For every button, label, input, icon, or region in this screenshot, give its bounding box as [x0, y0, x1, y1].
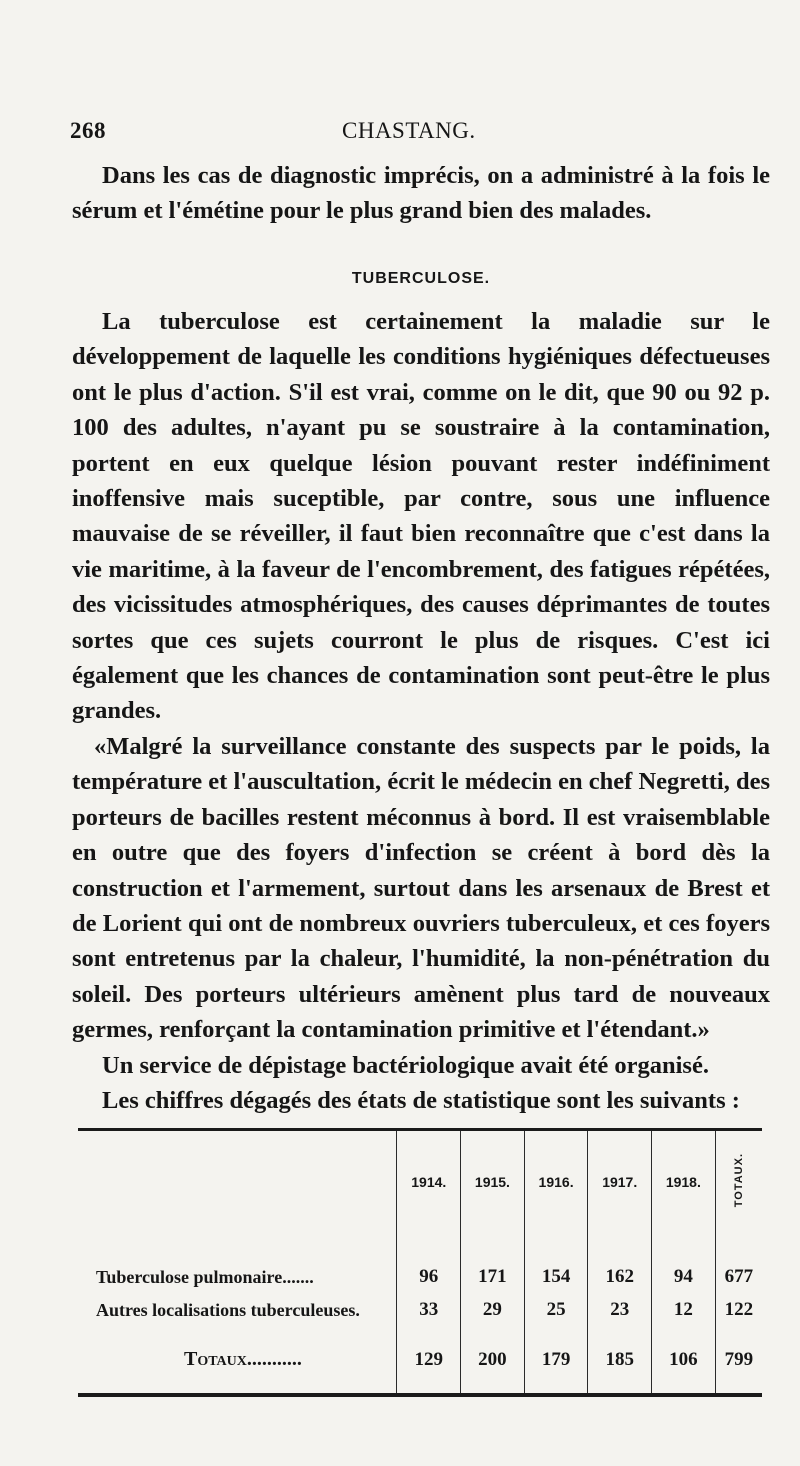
totals-cell: 200 [461, 1327, 525, 1393]
table-cell: 154 [524, 1261, 588, 1294]
row-total-cell: 122 [715, 1294, 762, 1327]
table-cell: 33 [397, 1294, 461, 1327]
row-label: Autres localisations tuberculeuses. [96, 1299, 360, 1320]
row-label: Tuberculose pulmonaire....... [96, 1266, 314, 1287]
statistics-table [78, 1128, 762, 1397]
table-cell: 96 [397, 1261, 461, 1294]
totals-cell: 185 [588, 1327, 652, 1393]
intro-paragraph: Dans les cas de diagnostic imprécis, on a administré à la fois le sérum et l'émétine pour le plus grand bien des malades. [72, 162, 770, 225]
table-cell: 29 [461, 1294, 525, 1327]
totaux-header-label: TOTAUX. [732, 1153, 745, 1208]
totals-label: Totaux........... [184, 1348, 302, 1371]
page-number: 268 [70, 118, 106, 143]
totals-cell: 106 [652, 1327, 716, 1393]
table-header-total [715, 1131, 762, 1232]
table-spacer-row [78, 1232, 762, 1260]
table-header-row [78, 1131, 762, 1232]
table-cell: 23 [588, 1294, 652, 1327]
body-paragraphs [72, 304, 770, 1118]
totals-cell: 129 [397, 1327, 461, 1393]
table-cell: 162 [588, 1261, 652, 1294]
running-head [70, 118, 770, 150]
table-cell: 25 [524, 1294, 588, 1327]
table-header-year: 1915. [461, 1131, 525, 1232]
section-heading: TUBERCULOSE. [351, 270, 491, 287]
paragraph-tuberculose: La tuberculose est certainement la maladie sur le développement de laquelle les conditions hygiéniques défectueuses ont le plus d'action. S'il est vrai, comme on le dit, que 90 ou 92 p. 100 des adultes, n'ayant pu se soustraire à la contamination, portent en eux quelque lésion pouvant rester indéfiniment inoffensive mais suceptible, par contre, sous une influence mauvaise de se réveiller, il faut bien reconnaître que c'est dans la vie maritime, à la faveur de l'encombrement, des fatigues répétées, des vicissitudes atmosphériques, des causes déprimantes de toutes sortes que ces sujets courront le plus de risques. C'est ici également que les chances de contamination sont peut-être le plus grandes. [72, 308, 770, 725]
table-cell: 171 [461, 1261, 525, 1294]
table-header-year: 1914. [397, 1131, 461, 1232]
table-header-year: 1917. [588, 1131, 652, 1232]
totals-row [78, 1327, 762, 1393]
table-row [78, 1261, 762, 1294]
running-title: CHASTANG. [342, 118, 476, 143]
paragraph-depistage: Un service de dépistage bactériologique avait été organisé. [102, 1051, 709, 1079]
table-header-label-cell [78, 1131, 397, 1232]
table-cell: 94 [652, 1261, 716, 1294]
paragraph-quotation: «Malgré la surveillance constante des suspects par le poids, la température et l'auscultation, écrit le médecin en chef Negretti, des porteurs de bacilles restent méconnus à bord. Il est vraisemblable en outre que des foyers d'infection se créent à bord dès la construction et l'armement, surtout dans les arsenaux de Brest et de Lorient qui ont de nombreux ouvriers tuberculeux, et ces foyers sont entretenus par la chaleur, l'humidité, la non-pénétration du soleil. Des porteurs ultérieurs amènent plus tard de nouveaux germes, renforçant la contamination primitive et l'étendant.» [72, 732, 770, 1044]
paragraph-statistics-intro: Les chiffres dégagés des états de statistique sont les suivants : [102, 1086, 740, 1114]
table-cell: 12 [652, 1294, 716, 1327]
totals-cell: 179 [524, 1327, 588, 1393]
row-total-cell: 677 [715, 1261, 762, 1294]
grand-total-cell: 799 [715, 1327, 762, 1393]
table-header-year: 1916. [524, 1131, 588, 1232]
table-header-year: 1918. [652, 1131, 716, 1232]
table-row [78, 1294, 762, 1327]
